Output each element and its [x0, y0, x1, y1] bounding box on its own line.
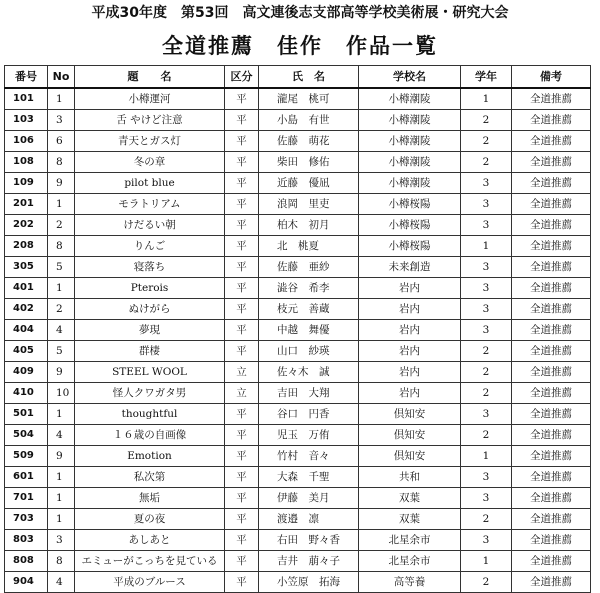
table-row	[5, 488, 591, 509]
col-header-school: 学校名	[359, 66, 461, 89]
table-row	[5, 110, 591, 131]
cell-grade: 3	[461, 173, 512, 194]
cell-remarks: 全道推薦	[512, 341, 591, 362]
cell-no: 1	[48, 404, 75, 425]
col-header-title: 題 名	[75, 66, 225, 89]
cell-school: 岩内	[359, 341, 461, 362]
col-header-kubun: 区分	[225, 66, 259, 89]
cell-school: 高等養	[359, 572, 461, 593]
cell-title: 夢現	[75, 320, 225, 341]
cell-remarks: 全道推薦	[512, 131, 591, 152]
cell-name: 山口 紗瑛	[259, 341, 359, 362]
cell-remarks: 全道推薦	[512, 425, 591, 446]
cell-kubun: 平	[225, 152, 259, 173]
cell-name: 佐々木 誠	[259, 362, 359, 383]
cell-school: 共和	[359, 467, 461, 488]
cell-school: 双葉	[359, 509, 461, 530]
cell-school: 岩内	[359, 320, 461, 341]
cell-kubun: 立	[225, 383, 259, 404]
cell-kubun: 平	[225, 530, 259, 551]
cell-kubun: 平	[225, 215, 259, 236]
table-row	[5, 467, 591, 488]
cell-name: 小島 有世	[259, 110, 359, 131]
cell-school: 倶知安	[359, 425, 461, 446]
cell-remarks: 全道推薦	[512, 572, 591, 593]
cell-no: 3	[48, 110, 75, 131]
cell-remarks: 全道推薦	[512, 488, 591, 509]
cell-bango: 402	[5, 299, 48, 320]
cell-bango: 904	[5, 572, 48, 593]
cell-grade: 2	[461, 509, 512, 530]
table-row	[5, 572, 591, 593]
cell-name: 吉井 萠々子	[259, 551, 359, 572]
cell-remarks: 全道推薦	[512, 152, 591, 173]
cell-remarks: 全道推薦	[512, 173, 591, 194]
cell-remarks: 全道推薦	[512, 362, 591, 383]
cell-kubun: 平	[225, 194, 259, 215]
cell-name: 児玉 万侑	[259, 425, 359, 446]
cell-bango: 109	[5, 173, 48, 194]
cell-grade: 3	[461, 278, 512, 299]
cell-school: 小樽桜陽	[359, 215, 461, 236]
cell-remarks: 全道推薦	[512, 404, 591, 425]
table-row	[5, 173, 591, 194]
cell-no: 9	[48, 173, 75, 194]
table-row	[5, 278, 591, 299]
cell-grade: 1	[461, 236, 512, 257]
cell-school: 未来創造	[359, 257, 461, 278]
table-row	[5, 257, 591, 278]
cell-grade: 3	[461, 320, 512, 341]
cell-title: 夏の夜	[75, 509, 225, 530]
cell-grade: 3	[461, 257, 512, 278]
cell-school: 小樽潮陵	[359, 131, 461, 152]
cell-bango: 405	[5, 341, 48, 362]
cell-grade: 3	[461, 467, 512, 488]
cell-title: 冬の章	[75, 152, 225, 173]
cell-grade: 1	[461, 88, 512, 110]
cell-school: 倶知安	[359, 446, 461, 467]
table-row	[5, 320, 591, 341]
cell-no: 3	[48, 530, 75, 551]
cell-kubun: 平	[225, 299, 259, 320]
table-header-row	[5, 66, 591, 89]
cell-bango: 202	[5, 215, 48, 236]
cell-remarks: 全道推薦	[512, 320, 591, 341]
cell-grade: 1	[461, 446, 512, 467]
cell-grade: 2	[461, 572, 512, 593]
cell-kubun: 平	[225, 278, 259, 299]
page-header-line1: 平成30年度 第53回 高文連後志支部高等学校美術展・研究大会	[91, 5, 509, 21]
cell-kubun: 平	[225, 509, 259, 530]
cell-name: 右田 野々香	[259, 530, 359, 551]
cell-kubun: 平	[225, 236, 259, 257]
cell-name: 北 桃夏	[259, 236, 359, 257]
cell-name: 中越 舞優	[259, 320, 359, 341]
cell-school: 岩内	[359, 362, 461, 383]
cell-title: 無垢	[75, 488, 225, 509]
cell-bango: 808	[5, 551, 48, 572]
cell-no: 8	[48, 152, 75, 173]
table-row	[5, 446, 591, 467]
table-row	[5, 88, 591, 110]
cell-name: 柴田 修佑	[259, 152, 359, 173]
cell-no: 10	[48, 383, 75, 404]
cell-kubun: 平	[225, 173, 259, 194]
cell-kubun: 平	[225, 551, 259, 572]
cell-name: 竹村 音々	[259, 446, 359, 467]
cell-school: 北星余市	[359, 530, 461, 551]
cell-title: 青天とガス灯	[75, 131, 225, 152]
cell-school: 小樽潮陵	[359, 152, 461, 173]
cell-name: 浪岡 里吏	[259, 194, 359, 215]
cell-name: 伊藤 美月	[259, 488, 359, 509]
cell-no: 1	[48, 88, 75, 110]
cell-grade: 3	[461, 488, 512, 509]
cell-bango: 103	[5, 110, 48, 131]
cell-grade: 2	[461, 362, 512, 383]
cell-remarks: 全道推薦	[512, 110, 591, 131]
cell-kubun: 平	[225, 110, 259, 131]
cell-no: 5	[48, 257, 75, 278]
col-header-name: 氏 名	[259, 66, 359, 89]
cell-no: 4	[48, 425, 75, 446]
cell-bango: 409	[5, 362, 48, 383]
cell-no: 2	[48, 299, 75, 320]
cell-no: 8	[48, 236, 75, 257]
cell-title: 平成のブルース	[75, 572, 225, 593]
cell-school: 岩内	[359, 299, 461, 320]
cell-school: 小樽桜陽	[359, 194, 461, 215]
cell-bango: 208	[5, 236, 48, 257]
cell-kubun: 平	[225, 488, 259, 509]
cell-kubun: 平	[225, 131, 259, 152]
cell-title: １６歳の自画像	[75, 425, 225, 446]
cell-school: 倶知安	[359, 404, 461, 425]
cell-title: Emotion	[75, 446, 225, 467]
cell-grade: 3	[461, 215, 512, 236]
cell-no: 9	[48, 362, 75, 383]
table-row	[5, 383, 591, 404]
col-header-bango: 番号	[5, 66, 48, 89]
table-row	[5, 152, 591, 173]
cell-no: 1	[48, 488, 75, 509]
table-row	[5, 530, 591, 551]
cell-remarks: 全道推薦	[512, 278, 591, 299]
cell-remarks: 全道推薦	[512, 257, 591, 278]
cell-name: 瀧尾 桃可	[259, 88, 359, 110]
cell-bango: 108	[5, 152, 48, 173]
table-row	[5, 551, 591, 572]
cell-remarks: 全道推薦	[512, 383, 591, 404]
col-header-no: No	[48, 66, 75, 89]
cell-no: 4	[48, 572, 75, 593]
cell-grade: 3	[461, 194, 512, 215]
cell-no: 1	[48, 194, 75, 215]
cell-title: STEEL WOOL	[75, 362, 225, 383]
cell-name: 大森 千聖	[259, 467, 359, 488]
cell-title: モラトリアム	[75, 194, 225, 215]
cell-name: 佐藤 萌花	[259, 131, 359, 152]
cell-title: 寝落ち	[75, 257, 225, 278]
cell-no: 2	[48, 215, 75, 236]
cell-kubun: 平	[225, 572, 259, 593]
cell-name: 柏木 初月	[259, 215, 359, 236]
cell-grade: 3	[461, 404, 512, 425]
cell-name: 渡邉 凛	[259, 509, 359, 530]
cell-no: 8	[48, 551, 75, 572]
table-body	[5, 88, 591, 593]
cell-title: エミューがこっちを見ている	[75, 551, 225, 572]
cell-name: 澁谷 希李	[259, 278, 359, 299]
cell-name: 近藤 優凪	[259, 173, 359, 194]
cell-bango: 509	[5, 446, 48, 467]
cell-no: 6	[48, 131, 75, 152]
cell-grade: 2	[461, 425, 512, 446]
table-row	[5, 236, 591, 257]
cell-remarks: 全道推薦	[512, 299, 591, 320]
cell-name: 谷口 円香	[259, 404, 359, 425]
cell-title: 私次第	[75, 467, 225, 488]
cell-kubun: 平	[225, 404, 259, 425]
cell-kubun: 平	[225, 467, 259, 488]
cell-grade: 1	[461, 551, 512, 572]
cell-school: 岩内	[359, 383, 461, 404]
col-header-grade: 学年	[461, 66, 512, 89]
cell-bango: 305	[5, 257, 48, 278]
cell-no: 1	[48, 467, 75, 488]
cell-name: 小笠原 拓海	[259, 572, 359, 593]
cell-remarks: 全道推薦	[512, 530, 591, 551]
cell-school: 北星余市	[359, 551, 461, 572]
cell-bango: 410	[5, 383, 48, 404]
table-row	[5, 299, 591, 320]
cell-grade: 2	[461, 110, 512, 131]
cell-no: 9	[48, 446, 75, 467]
cell-bango: 701	[5, 488, 48, 509]
cell-kubun: 平	[225, 446, 259, 467]
cell-remarks: 全道推薦	[512, 236, 591, 257]
table-row	[5, 404, 591, 425]
table-row	[5, 509, 591, 530]
cell-bango: 101	[5, 88, 48, 110]
cell-school: 小樽潮陵	[359, 173, 461, 194]
cell-name: 枝元 善蔵	[259, 299, 359, 320]
cell-kubun: 平	[225, 425, 259, 446]
cell-kubun: 平	[225, 320, 259, 341]
cell-school: 小樽潮陵	[359, 88, 461, 110]
cell-bango: 601	[5, 467, 48, 488]
cell-bango: 201	[5, 194, 48, 215]
cell-school: 双葉	[359, 488, 461, 509]
cell-remarks: 全道推薦	[512, 215, 591, 236]
cell-kubun: 平	[225, 88, 259, 110]
cell-kubun: 平	[225, 257, 259, 278]
cell-no: 4	[48, 320, 75, 341]
cell-remarks: 全道推薦	[512, 88, 591, 110]
cell-grade: 2	[461, 152, 512, 173]
col-header-remarks: 備考	[512, 66, 591, 89]
cell-title: りんご	[75, 236, 225, 257]
cell-bango: 404	[5, 320, 48, 341]
cell-bango: 504	[5, 425, 48, 446]
cell-title: 群棲	[75, 341, 225, 362]
cell-grade: 3	[461, 530, 512, 551]
cell-kubun: 立	[225, 362, 259, 383]
cell-bango: 803	[5, 530, 48, 551]
cell-grade: 2	[461, 383, 512, 404]
cell-bango: 501	[5, 404, 48, 425]
cell-title: あしあと	[75, 530, 225, 551]
cell-title: ぬけがら	[75, 299, 225, 320]
cell-school: 岩内	[359, 278, 461, 299]
cell-name: 佐藤 亜紗	[259, 257, 359, 278]
cell-no: 5	[48, 341, 75, 362]
cell-title: Pterois	[75, 278, 225, 299]
cell-name: 吉田 大翔	[259, 383, 359, 404]
cell-grade: 3	[461, 299, 512, 320]
cell-title: けだるい朝	[75, 215, 225, 236]
table-row	[5, 215, 591, 236]
cell-title: pilot blue	[75, 173, 225, 194]
cell-title: 小樽運河	[75, 88, 225, 110]
table-row	[5, 194, 591, 215]
cell-bango: 401	[5, 278, 48, 299]
cell-grade: 2	[461, 341, 512, 362]
cell-grade: 2	[461, 131, 512, 152]
cell-remarks: 全道推薦	[512, 467, 591, 488]
cell-remarks: 全道推薦	[512, 194, 591, 215]
cell-no: 1	[48, 278, 75, 299]
works-table	[4, 65, 591, 593]
table-row	[5, 131, 591, 152]
cell-remarks: 全道推薦	[512, 551, 591, 572]
cell-no: 1	[48, 509, 75, 530]
cell-school: 小樽潮陵	[359, 110, 461, 131]
cell-remarks: 全道推薦	[512, 446, 591, 467]
table-row	[5, 425, 591, 446]
cell-remarks: 全道推薦	[512, 509, 591, 530]
cell-school: 小樽桜陽	[359, 236, 461, 257]
cell-bango: 106	[5, 131, 48, 152]
table-row	[5, 362, 591, 383]
cell-kubun: 平	[225, 341, 259, 362]
cell-title: 舌 やけど注意	[75, 110, 225, 131]
table-row	[5, 341, 591, 362]
page-title: 全道推薦 佳作 作品一覧	[162, 34, 438, 58]
cell-title: 怪人クワガタ男	[75, 383, 225, 404]
cell-bango: 703	[5, 509, 48, 530]
cell-title: thoughtful	[75, 404, 225, 425]
